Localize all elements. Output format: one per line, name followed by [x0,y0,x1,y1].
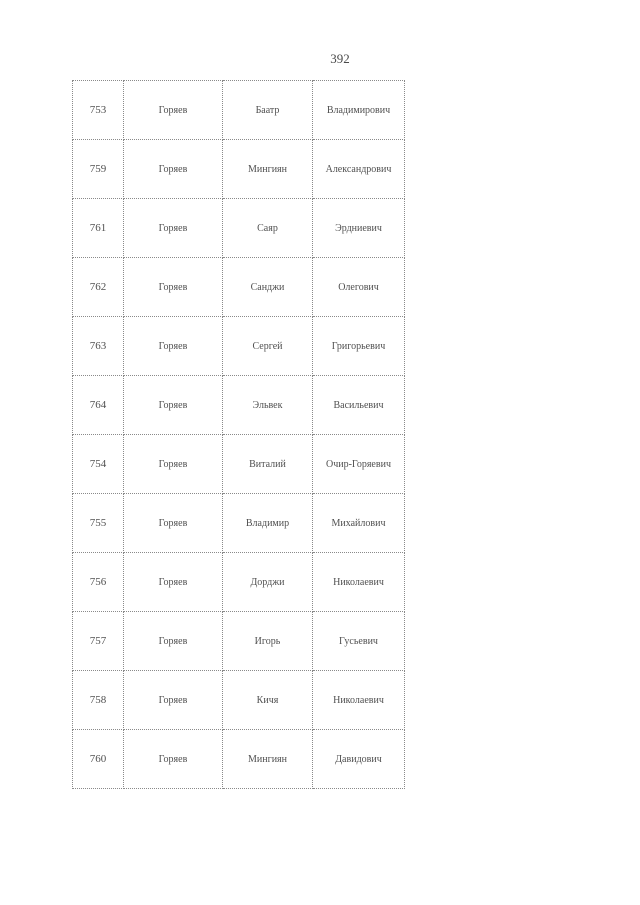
records-table [72,80,405,789]
patronymic-cell: Васильевич [313,376,405,435]
name-cell: Дорджи [223,553,313,612]
patronymic-cell: Владимирович [313,81,405,140]
patronymic-cell: Николаевич [313,671,405,730]
patronymic-cell: Александрович [313,140,405,199]
surname-cell: Горяев [124,435,223,494]
row-number-cell: 754 [73,435,124,494]
records-table-body [73,81,405,789]
row-number-cell: 762 [73,258,124,317]
surname-cell: Горяев [124,553,223,612]
patronymic-cell: Григорьевич [313,317,405,376]
name-cell: Владимир [223,494,313,553]
table-row [73,494,405,553]
name-cell: Саяр [223,199,313,258]
table-row [73,317,405,376]
name-cell: Баатр [223,81,313,140]
row-number-cell: 757 [73,612,124,671]
surname-cell: Горяев [124,140,223,199]
row-number-cell: 761 [73,199,124,258]
name-cell: Мингиян [223,730,313,789]
patronymic-cell: Давидович [313,730,405,789]
surname-cell: Горяев [124,612,223,671]
row-number-cell: 759 [73,140,124,199]
surname-cell: Горяев [124,317,223,376]
surname-cell: Горяев [124,376,223,435]
name-cell: Кичя [223,671,313,730]
table-row [73,199,405,258]
patronymic-cell: Михайлович [313,494,405,553]
table-row [73,140,405,199]
row-number-cell: 755 [73,494,124,553]
patronymic-cell: Николаевич [313,553,405,612]
table-row [73,81,405,140]
row-number-cell: 753 [73,81,124,140]
table-row [73,376,405,435]
table-row [73,553,405,612]
surname-cell: Горяев [124,258,223,317]
surname-cell: Горяев [124,81,223,140]
table-row [73,730,405,789]
table-row [73,435,405,494]
page-number: 392 [330,51,350,66]
name-cell: Эльвек [223,376,313,435]
table-row [73,258,405,317]
table-row [73,612,405,671]
table-row [73,671,405,730]
name-cell: Игорь [223,612,313,671]
row-number-cell: 764 [73,376,124,435]
row-number-cell: 756 [73,553,124,612]
surname-cell: Горяев [124,199,223,258]
patronymic-cell: Эрдниевич [313,199,405,258]
patronymic-cell: Гусьевич [313,612,405,671]
surname-cell: Горяев [124,730,223,789]
name-cell: Санджи [223,258,313,317]
name-cell: Мингиян [223,140,313,199]
name-cell: Сергей [223,317,313,376]
patronymic-cell: Олегович [313,258,405,317]
surname-cell: Горяев [124,494,223,553]
patronymic-cell: Очир-Горяевич [313,435,405,494]
row-number-cell: 760 [73,730,124,789]
name-cell: Виталий [223,435,313,494]
row-number-cell: 763 [73,317,124,376]
row-number-cell: 758 [73,671,124,730]
surname-cell: Горяев [124,671,223,730]
